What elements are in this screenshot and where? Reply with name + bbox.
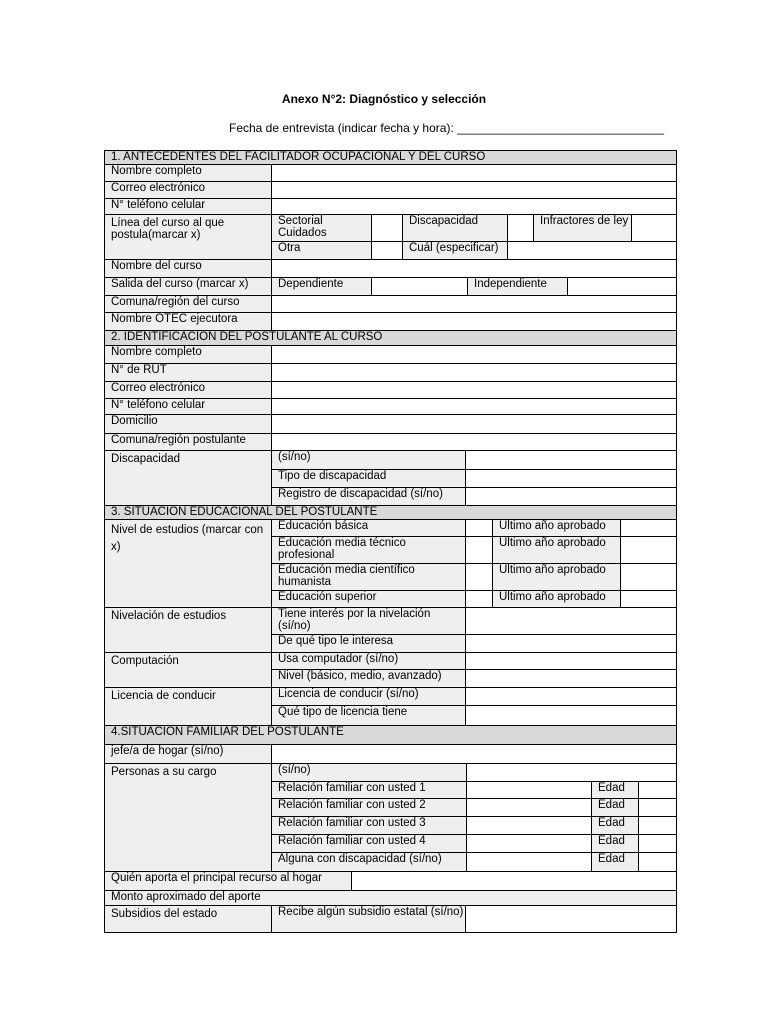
edu-media-tp-year-field[interactable] <box>620 536 677 564</box>
license-sino-label: Licencia de conducir (sí/no) <box>271 687 466 706</box>
edu-media-ch-label: Educación media científico humanista <box>271 563 466 591</box>
disability-registry-label: Registro de discapacidad (sí/no) <box>271 487 466 506</box>
age-2-label: Edad <box>591 798 639 817</box>
facilitator-email-label: Correo electrónico <box>104 181 272 199</box>
course-comuna-label: Comuna/región del curso <box>104 295 272 313</box>
line-infractores-label: Infractores de ley <box>533 214 632 242</box>
line-infractores-checkbox[interactable] <box>631 214 677 242</box>
line-otra-label: Otra <box>271 241 372 260</box>
course-line-label: Línea del curso al que postula(marcar x) <box>104 214 272 260</box>
section-2-header: 2. IDENTIFICACIÓN DEL POSTULANTE AL CURSO <box>104 330 677 346</box>
edu-superior-year-field[interactable] <box>620 590 677 608</box>
relation-3-field[interactable] <box>466 816 592 835</box>
age-5-label: Edad <box>591 852 639 872</box>
age-1-label: Edad <box>591 781 639 799</box>
subsidy-receive-field[interactable] <box>465 905 677 933</box>
dependents-sino-field[interactable] <box>466 763 677 782</box>
relation-4-label: Relación familiar con usted 4 <box>271 834 467 853</box>
edu-superior-year-label: Último año aprobado <box>492 590 621 608</box>
edu-basica-year-label: Último año aprobado <box>492 519 621 537</box>
line-sectorial-label: Sectorial Cuidados <box>271 214 372 242</box>
applicant-email-field[interactable] <box>271 381 677 399</box>
leveling-type-field[interactable] <box>465 634 677 653</box>
applicant-name-label: Nombre completo <box>104 345 272 364</box>
edu-media-ch-year-label: Último año aprobado <box>492 563 621 591</box>
edu-media-tp-checkbox[interactable] <box>465 536 493 564</box>
edu-media-ch-checkbox[interactable] <box>465 563 493 591</box>
dependents-sino-label: (sí/no) <box>271 763 467 782</box>
applicant-disability-label: Discapacidad <box>104 450 272 506</box>
applicant-phone-field[interactable] <box>271 398 677 415</box>
dependent-disability-field[interactable] <box>466 852 592 872</box>
otec-name-field[interactable] <box>271 312 677 331</box>
line-discapacidad-label: Discapacidad <box>402 214 508 242</box>
relation-1-label: Relación familiar con usted 1 <box>271 781 467 799</box>
course-exit-label: Salida del curso (marcar x) <box>104 277 272 296</box>
age-5-field[interactable] <box>638 852 677 872</box>
course-name-field[interactable] <box>271 259 677 278</box>
relation-4-field[interactable] <box>466 834 592 853</box>
applicant-rut-field[interactable] <box>271 363 677 382</box>
applicant-email-label: Correo electrónico <box>104 381 272 399</box>
computer-use-field[interactable] <box>465 652 677 670</box>
applicant-address-label: Domicilio <box>104 414 272 434</box>
document-title: Anexo N°2: Diagnóstico y selección <box>281 92 487 106</box>
relation-1-field[interactable] <box>466 781 592 799</box>
disability-registry-field[interactable] <box>465 487 677 506</box>
exit-dependiente-label: Dependiente <box>271 277 372 296</box>
age-2-field[interactable] <box>638 798 677 817</box>
computer-level-field[interactable] <box>465 669 677 688</box>
applicant-comuna-label: Comuna/región postulante <box>104 433 272 451</box>
main-provider-label: Quién aporta el principal recurso al hogar <box>104 871 352 891</box>
applicant-address-field[interactable] <box>271 414 677 434</box>
facilitator-name-label: Nombre completo <box>104 164 272 182</box>
age-3-label: Edad <box>591 816 639 835</box>
section-3-header: 3. SITUACIÓN EDUCACIONAL DEL POSTULANTE <box>104 505 677 520</box>
facilitator-email-field[interactable] <box>271 181 677 199</box>
dependents-label: Personas a su cargo <box>104 763 272 872</box>
facilitator-name-field[interactable] <box>271 164 677 182</box>
contribution-amount-label: Monto aproximado del aporte <box>104 890 677 906</box>
education-level-label: Nivel de estudios (marcar con x) <box>104 519 272 608</box>
otec-name-label: Nombre OTEC ejecutora <box>104 312 272 331</box>
applicant-rut-label: N° de RUT <box>104 363 272 382</box>
course-name-label: Nombre del curso <box>104 259 272 278</box>
age-4-field[interactable] <box>638 834 677 853</box>
course-comuna-field[interactable] <box>271 295 677 313</box>
age-4-label: Edad <box>591 834 639 853</box>
age-1-field[interactable] <box>638 781 677 799</box>
edu-media-tp-label: Educación media técnico profesional <box>271 536 466 564</box>
edu-basica-year-field[interactable] <box>620 519 677 537</box>
edu-superior-checkbox[interactable] <box>465 590 493 608</box>
subsidy-receive-label: Recibe algún subsidio estatal (sí/no) <box>271 905 466 933</box>
license-type-label: Qué tipo de licencia tiene <box>271 705 466 726</box>
license-type-field[interactable] <box>465 705 677 726</box>
main-provider-field[interactable] <box>351 871 677 891</box>
disability-sino-field[interactable] <box>465 450 677 470</box>
leveling-type-label: De qué tipo le interesa <box>271 634 466 653</box>
applicant-name-field[interactable] <box>271 345 677 364</box>
age-3-field[interactable] <box>638 816 677 835</box>
exit-independiente-checkbox[interactable] <box>567 277 677 296</box>
edu-basica-label: Educación básica <box>271 519 466 537</box>
line-cual-label: Cuál (especificar) <box>402 241 508 260</box>
disability-type-label: Tipo de discapacidad <box>271 469 466 488</box>
line-cual-field[interactable] <box>507 241 677 260</box>
disability-sino-label: (sí/no) <box>271 450 466 470</box>
section-4-header: 4.SITUACIÓN FAMILIAR DEL POSTULANTE <box>104 725 677 745</box>
computer-level-label: Nivel (básico, medio, avanzado) <box>271 669 466 688</box>
relation-3-label: Relación familiar con usted 3 <box>271 816 467 835</box>
computing-label: Computación <box>104 652 272 688</box>
line-sectorial-checkbox[interactable] <box>371 214 403 242</box>
relation-2-field[interactable] <box>466 798 592 817</box>
edu-basica-checkbox[interactable] <box>465 519 493 537</box>
head-of-household-field[interactable] <box>271 744 677 764</box>
facilitator-phone-field[interactable] <box>271 198 677 215</box>
facilitator-phone-label: N° teléfono celular <box>104 198 272 215</box>
edu-superior-label: Educación superior <box>271 590 466 608</box>
leveling-interest-field[interactable] <box>465 607 677 635</box>
edu-media-ch-year-field[interactable] <box>620 563 677 591</box>
head-of-household-label: jefe/a de hogar (sí/no) <box>104 744 272 764</box>
interview-date-line[interactable]: Fecha de entrevista (indicar fecha y hora): _______________________________ <box>229 121 664 135</box>
driving-license-label: Licencia de conducir <box>104 687 272 726</box>
applicant-phone-label: N° teléfono celular <box>104 398 272 415</box>
section-1-header: 1. ANTECEDENTES DEL FACILITADOR OCUPACIONAL Y DEL CURSO <box>104 150 677 165</box>
relation-2-label: Relación familiar con usted 2 <box>271 798 467 817</box>
state-subsidies-label: Subsidios del estado <box>104 905 272 933</box>
license-sino-field[interactable] <box>465 687 677 706</box>
line-otra-checkbox[interactable] <box>371 241 403 260</box>
dependent-disability-label: Alguna con discapacidad (sí/no) <box>271 852 467 872</box>
disability-type-field[interactable] <box>465 469 677 488</box>
edu-media-tp-year-label: Último año aprobado <box>492 536 621 564</box>
leveling-interest-label: Tiene interés por la nivelación (sí/no) <box>271 607 466 635</box>
applicant-comuna-field[interactable] <box>271 433 677 451</box>
exit-dependiente-checkbox[interactable] <box>371 277 468 296</box>
leveling-label: Nivelación de estudios <box>104 607 272 653</box>
line-discapacidad-checkbox[interactable] <box>507 214 534 242</box>
computer-use-label: Usa computador (sí/no) <box>271 652 466 670</box>
exit-independiente-label: Independiente <box>467 277 568 296</box>
